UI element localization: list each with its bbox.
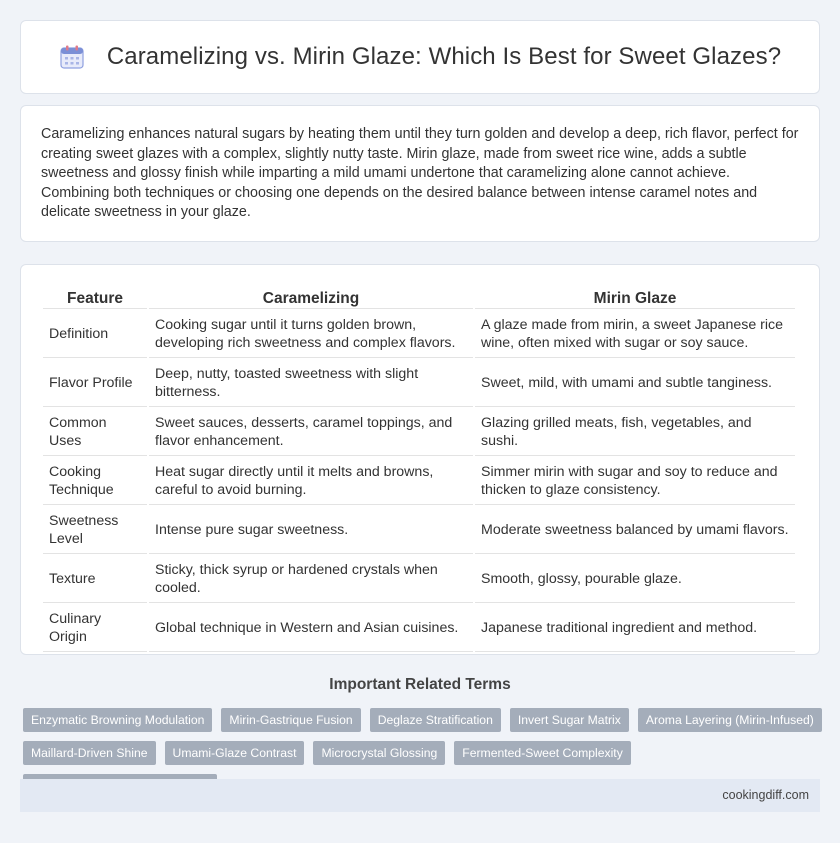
page-title: Caramelizing vs. Mirin Glaze: Which Is Best for Sweet Glazes? xyxy=(106,43,782,70)
row-feature-cell: Sweetness Level xyxy=(43,507,147,554)
row-mirin-cell: Sweet, mild, with umami and subtle tanginess. xyxy=(475,360,795,407)
comparison-table-card xyxy=(20,264,820,655)
table-row xyxy=(43,311,795,358)
related-term-tag[interactable]: Maillard-Driven Shine xyxy=(23,741,156,765)
related-term-tag[interactable]: Fermented-Sweet Complexity xyxy=(454,741,631,765)
header-card xyxy=(20,20,820,94)
comparison-table xyxy=(41,285,797,654)
row-mirin-cell: Simmer mirin with sugar and soy to reduce and thicken to glaze consistency. xyxy=(475,458,795,505)
row-caramelizing-cell: Heat sugar directly until it melts and browns, careful to avoid burning. xyxy=(149,458,473,505)
related-term-tag[interactable]: Umami-Glaze Contrast xyxy=(165,741,305,765)
row-mirin-cell: Japanese traditional ingredient and method. xyxy=(475,605,795,652)
table-row xyxy=(43,605,795,652)
related-term-tag[interactable]: Aroma Layering (Mirin-Infused) xyxy=(638,708,822,732)
table-header-row xyxy=(43,287,795,309)
row-caramelizing-cell: Cooking sugar until it turns golden brown, developing rich sweetness and complex flavors. xyxy=(149,311,473,358)
row-feature-cell: Culinary Origin xyxy=(43,605,147,652)
row-caramelizing-cell: Global technique in Western and Asian cuisines. xyxy=(149,605,473,652)
related-terms-title: Important Related Terms xyxy=(329,676,511,693)
row-feature-cell: Texture xyxy=(43,556,147,603)
table-row xyxy=(43,507,795,554)
row-feature-cell: Flavor Profile xyxy=(43,360,147,407)
row-caramelizing-cell: Deep, nutty, toasted sweetness with slight bitterness. xyxy=(149,360,473,407)
related-term-tag[interactable]: Mirin-Gastrique Fusion xyxy=(221,708,360,732)
table-row xyxy=(43,360,795,407)
row-caramelizing-cell: Intense pure sugar sweetness. xyxy=(149,507,473,554)
related-term-tag[interactable]: Microcrystal Glossing xyxy=(313,741,445,765)
intro-paragraph: Caramelizing enhances natural sugars by heating them until they turn golden and develop a deep, rich flavor, perfect for creating sweet glazes with a complex, slightly nutty taste. Mirin glaze, made from sweet rice wine, adds a subtle sweetness and glossy finish while imparting a mild umami undertone that caramelizing alone cannot achieve. Combining both techniques or choosing one depends on the desired balance between intense caramel notes and delicate sweetness in your glaze. xyxy=(41,126,799,221)
row-feature-cell: Common Uses xyxy=(43,409,147,456)
related-term-tag[interactable]: Deglaze Stratification xyxy=(370,708,501,732)
row-feature-cell: Cooking Technique xyxy=(43,458,147,505)
related-term-tag[interactable]: Enzymatic Browning Modulation xyxy=(23,708,212,732)
calendar-icon xyxy=(59,44,85,70)
row-mirin-cell: A glaze made from mirin, a sweet Japanese rice wine, often mixed with sugar or soy sauce. xyxy=(475,311,795,358)
row-caramelizing-cell: Sticky, thick syrup or hardened crystals when cooled. xyxy=(149,556,473,603)
row-mirin-cell: Glazing grilled meats, fish, vegetables, and sushi. xyxy=(475,409,795,456)
header-feature: Feature xyxy=(43,287,147,309)
row-mirin-cell: Moderate sweetness balanced by umami flavors. xyxy=(475,507,795,554)
row-caramelizing-cell: Sweet sauces, desserts, caramel toppings, and flavor enhancement. xyxy=(149,409,473,456)
row-feature-cell: Definition xyxy=(43,311,147,358)
footer-site-link[interactable]: cookingdiff.com xyxy=(722,788,809,802)
table-row xyxy=(43,409,795,456)
related-term-tag[interactable]: Invert Sugar Matrix xyxy=(510,708,629,732)
table-row xyxy=(43,458,795,505)
row-mirin-cell: Smooth, glossy, pourable glaze. xyxy=(475,556,795,603)
table-row xyxy=(43,556,795,603)
header-mirin-glaze: Mirin Glaze xyxy=(475,287,795,309)
header-caramelizing: Caramelizing xyxy=(149,287,473,309)
intro-card xyxy=(20,105,820,242)
footer xyxy=(20,779,820,812)
